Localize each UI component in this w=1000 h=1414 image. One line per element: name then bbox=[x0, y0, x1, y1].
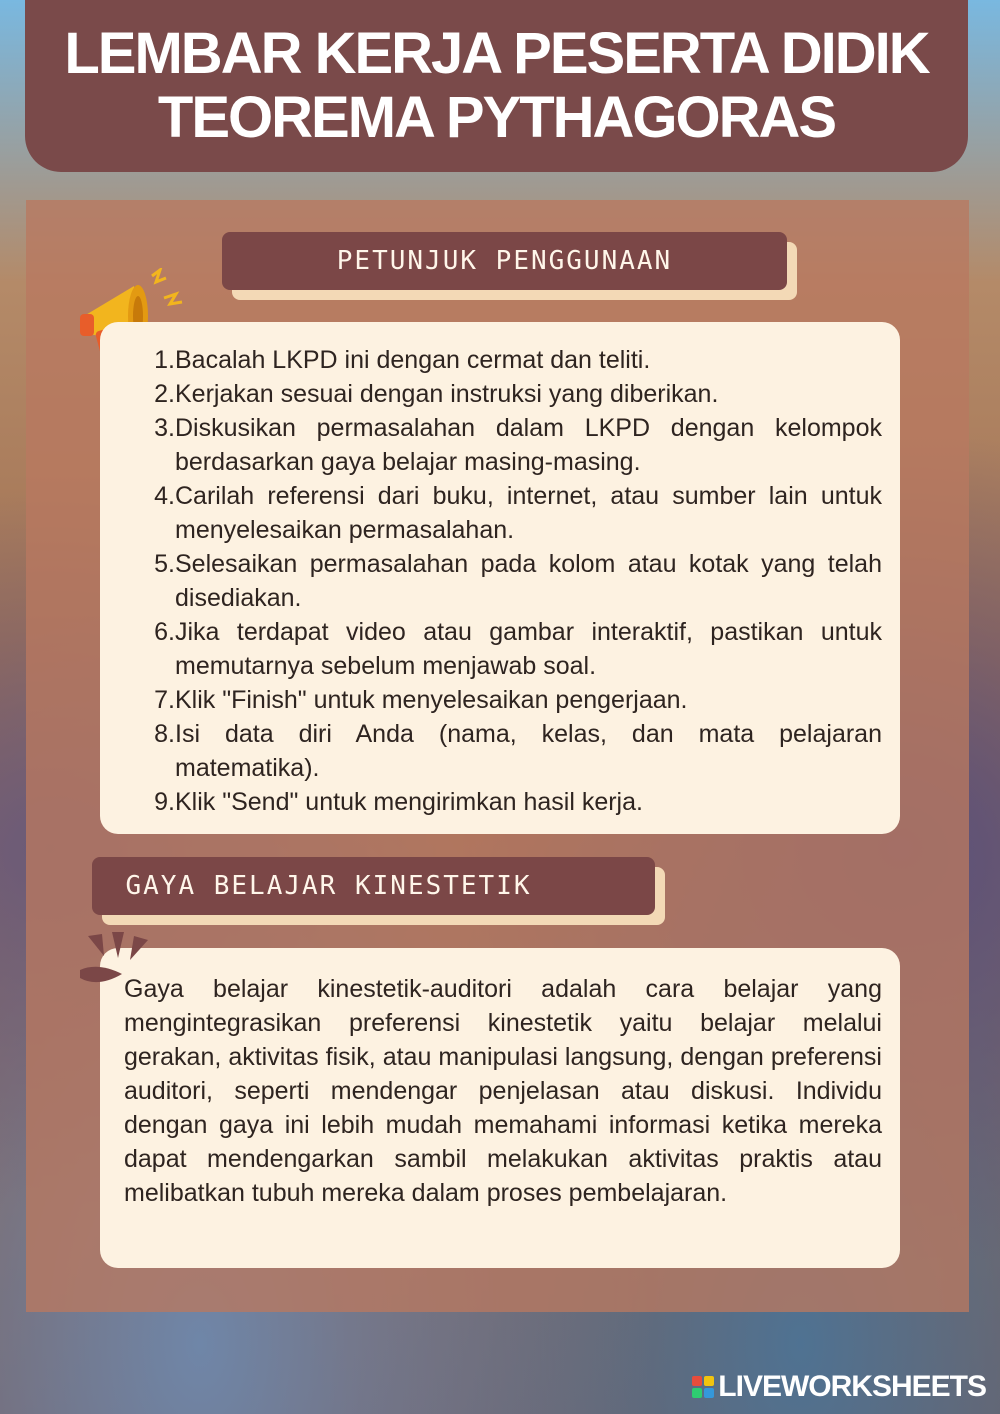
list-item bbox=[100, 377, 900, 411]
step-number: 4. bbox=[154, 482, 175, 510]
list-item bbox=[100, 683, 900, 717]
list-item bbox=[100, 785, 900, 819]
instructions-card bbox=[100, 322, 900, 834]
step-text: Jika terdapat video atau gambar interaktif, pastikan untuk memutarnya sebelum menjawab soal. bbox=[175, 618, 882, 680]
step-number: 2. bbox=[154, 380, 175, 408]
instructions-title: PETUNJUK PENGGUNAAN bbox=[336, 246, 673, 276]
step-number: 7. bbox=[154, 686, 175, 714]
header-banner bbox=[25, 0, 968, 172]
step-number: 9. bbox=[154, 788, 175, 816]
page-title-line2: TEOREMA PYTHAGORAS bbox=[157, 85, 836, 150]
logo-text: LIVEWORKSHEETS bbox=[718, 1370, 986, 1403]
emphasis-marks-icon bbox=[78, 930, 158, 994]
list-item bbox=[100, 343, 900, 377]
instructions-list bbox=[100, 322, 900, 819]
page-title-line1: LEMBAR KERJA PESERTA DIDIK bbox=[64, 21, 929, 86]
step-text: Bacalah LKPD ini dengan cermat dan teliti. bbox=[175, 346, 651, 374]
liveworksheets-logo bbox=[692, 1370, 986, 1404]
list-item bbox=[100, 615, 900, 683]
step-number: 6. bbox=[154, 618, 175, 646]
step-number: 5. bbox=[154, 550, 175, 578]
step-text: Kerjakan sesuai dengan instruksi yang diberikan. bbox=[175, 380, 719, 408]
step-number: 8. bbox=[154, 720, 175, 748]
list-item bbox=[100, 411, 900, 479]
step-text: Carilah referensi dari buku, internet, atau sumber lain untuk menyelesaikan permasalahan. bbox=[175, 482, 882, 544]
logo-mark bbox=[692, 1376, 714, 1398]
step-text: Selesaikan permasalahan pada kolom atau kotak yang telah disediakan. bbox=[175, 550, 882, 612]
list-item bbox=[100, 547, 900, 615]
step-number: 3. bbox=[154, 414, 175, 442]
instructions-tag bbox=[222, 232, 787, 290]
learning-style-title: GAYA BELAJAR KINESTETIK bbox=[125, 871, 532, 901]
learning-style-card bbox=[100, 948, 900, 1268]
learning-style-tag bbox=[92, 857, 655, 915]
step-text: Klik "Finish" untuk menyelesaikan pengerjaan. bbox=[175, 686, 688, 714]
learning-style-text: Gaya belajar kinestetik-auditori adalah cara belajar yang mengintegrasikan preferensi kinestetik yaitu belajar melalui gerakan, aktivitas fisik, atau manipulasi langsung, dengan preferensi auditori, seperti mendengar penjelasan atau diskusi. Individu dengan gaya ini lebih mudah memahami informasi ketika mereka dapat mendengarkan sambil melakukan aktivitas praktis atau melibatkan tubuh mereka dalam proses pembelajaran. bbox=[124, 975, 882, 1207]
step-text: Isi data diri Anda (nama, kelas, dan mata pelajaran matematika). bbox=[175, 720, 882, 782]
step-text: Diskusikan permasalahan dalam LKPD dengan kelompok berdasarkan gaya belajar masing-masing. bbox=[175, 414, 882, 476]
step-number: 1. bbox=[154, 346, 175, 374]
list-item bbox=[100, 479, 900, 547]
list-item bbox=[100, 717, 900, 785]
step-text: Klik "Send" untuk mengirimkan hasil kerja. bbox=[175, 788, 643, 816]
